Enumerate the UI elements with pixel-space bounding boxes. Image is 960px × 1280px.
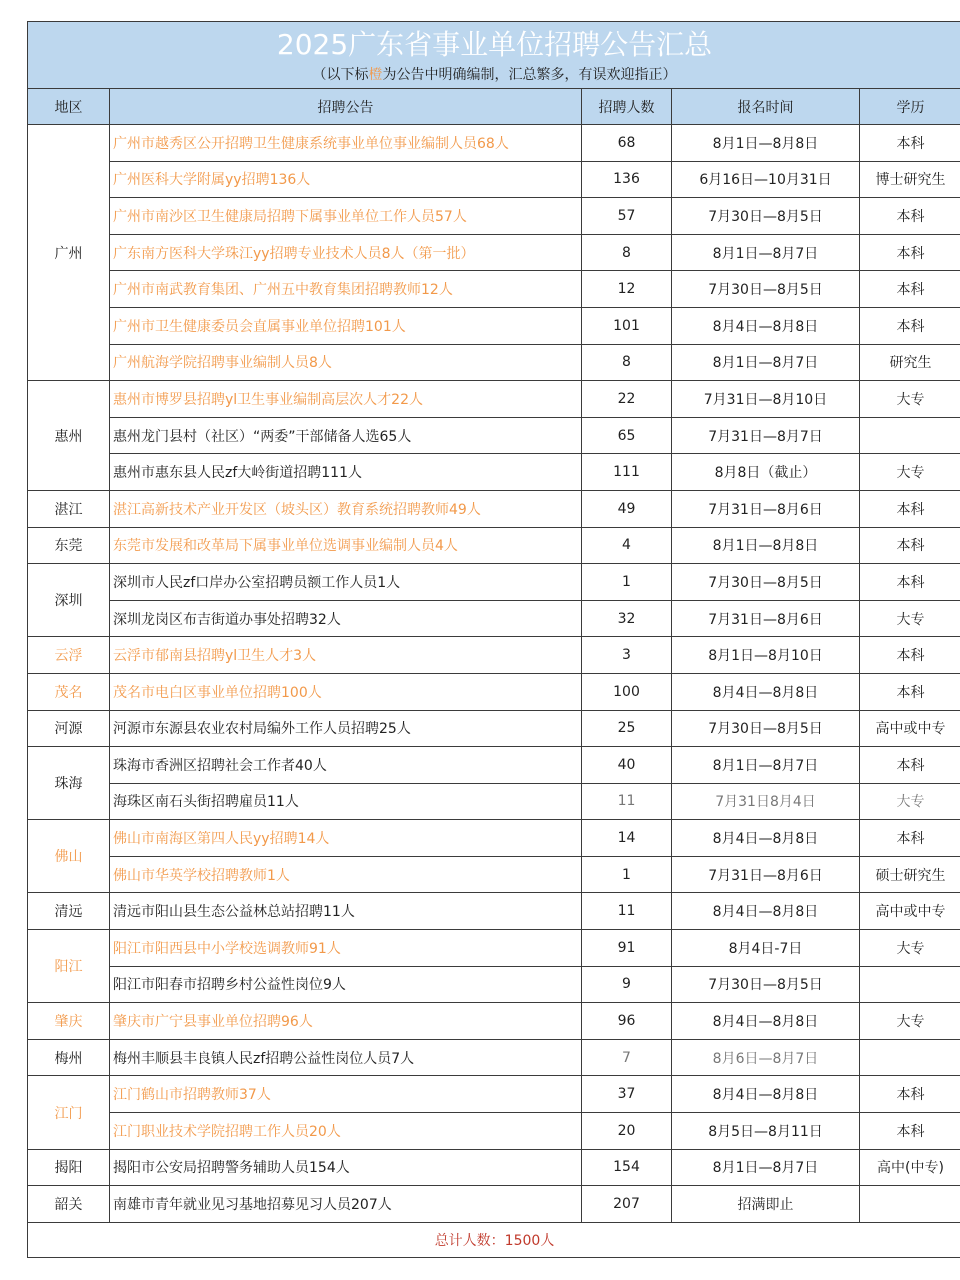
region-cell: 梅州: [28, 1039, 110, 1076]
header-period: 报名时间: [672, 89, 860, 125]
table-row: [28, 198, 960, 235]
table-row: [28, 1149, 960, 1186]
subtitle-after: 为公告中明确编制，汇总繁多，有误欢迎指正）: [382, 67, 677, 83]
table-row: [28, 234, 960, 271]
subtitle-before: （以下标: [312, 67, 369, 83]
period-cell: 7月30日—8月5日: [672, 198, 860, 235]
education-cell: 本科: [860, 490, 960, 527]
table-row: [28, 125, 960, 162]
count-cell: 65: [582, 417, 672, 454]
period-cell: 7月30日—8月5日: [672, 271, 860, 308]
period-cell: 8月4日—8月8日: [672, 1076, 860, 1113]
region-cell: 阳江: [28, 930, 110, 1003]
education-cell: 本科: [860, 673, 960, 710]
education-cell: 大专: [860, 381, 960, 418]
education-cell: 大专: [860, 930, 960, 967]
table-row: [28, 1113, 960, 1150]
region-cell: 江门: [28, 1076, 110, 1149]
education-cell: 本科: [860, 527, 960, 564]
count-cell: 20: [582, 1113, 672, 1150]
announcement-cell: 江门鹤山市招聘教师37人: [110, 1076, 582, 1113]
table-row: [28, 344, 960, 381]
education-cell: 本科: [860, 564, 960, 601]
announcement-cell: 梅州丰顺县丰良镇人民zf招聘公益性岗位人员7人: [110, 1039, 582, 1076]
announcement-cell: 广州市南沙区卫生健康局招聘下属事业单位工作人员57人: [110, 198, 582, 235]
announcement-cell: 珠海市香洲区招聘社会工作者40人: [110, 747, 582, 784]
education-cell: 博士研究生: [860, 161, 960, 198]
education-cell: 大专: [860, 1003, 960, 1040]
period-cell: 7月30日—8月5日: [672, 710, 860, 747]
period-cell: 8月4日—8月8日: [672, 307, 860, 344]
period-cell: 8月1日—8月7日: [672, 234, 860, 271]
count-cell: 207: [582, 1186, 672, 1223]
announcement-cell: 江门职业技术学院招聘工作人员20人: [110, 1113, 582, 1150]
region-cell: 揭阳: [28, 1149, 110, 1186]
table-row: [28, 527, 960, 564]
table-row: [28, 161, 960, 198]
period-cell: 招满即止: [672, 1186, 860, 1223]
period-cell: 8月4日-7日: [672, 930, 860, 967]
region-cell: 珠海: [28, 747, 110, 820]
count-cell: 136: [582, 161, 672, 198]
announcement-cell: 湛江高新技术产业开发区（坡头区）教育系统招聘教师49人: [110, 490, 582, 527]
table-row: [28, 271, 960, 308]
table-row: [28, 1076, 960, 1113]
count-cell: 8: [582, 234, 672, 271]
region-cell: 韶关: [28, 1186, 110, 1223]
education-cell: 本科: [860, 1113, 960, 1150]
table-row: [28, 564, 960, 601]
count-cell: 91: [582, 930, 672, 967]
announcement-cell: 广州医科大学附属yy招聘136人: [110, 161, 582, 198]
education-cell: 本科: [860, 820, 960, 857]
region-cell: 茂名: [28, 673, 110, 710]
count-cell: 22: [582, 381, 672, 418]
period-cell: 6月16日—10月31日: [672, 161, 860, 198]
education-cell: 本科: [860, 234, 960, 271]
table-body: [28, 125, 960, 1223]
period-cell: 7月31日—8月7日: [672, 417, 860, 454]
table-row: [28, 637, 960, 674]
education-cell: 大专: [860, 600, 960, 637]
table-row: [28, 710, 960, 747]
announcement-cell: 佛山市华英学校招聘教师1人: [110, 856, 582, 893]
table-row: [28, 893, 960, 930]
count-cell: 25: [582, 710, 672, 747]
count-cell: 101: [582, 307, 672, 344]
table-row: [28, 783, 960, 820]
region-cell: 佛山: [28, 820, 110, 893]
table-row: [28, 490, 960, 527]
page-title: 2025广东省事业单位招聘公告汇总: [276, 28, 713, 61]
announcement-cell: 云浮市郁南县招聘yl卫生人才3人: [110, 637, 582, 674]
announcement-cell: 惠州龙门县村（社区）“两委”干部储备人选65人: [110, 417, 582, 454]
announcement-cell: 河源市东源县农业农村局编外工作人员招聘25人: [110, 710, 582, 747]
table-row: [28, 1003, 960, 1040]
announcement-cell: 清远市阳山县生态公益林总站招聘11人: [110, 893, 582, 930]
region-cell: 广州: [28, 125, 110, 381]
count-cell: 11: [582, 783, 672, 820]
announcement-cell: 广州市越秀区公开招聘卫生健康系统事业单位事业编制人员68人: [110, 125, 582, 162]
count-cell: 49: [582, 490, 672, 527]
header-announcement: 招聘公告: [110, 89, 582, 125]
period-cell: 7月30日—8月5日: [672, 966, 860, 1003]
announcement-cell: 揭阳市公安局招聘警务辅助人员154人: [110, 1149, 582, 1186]
region-cell: 河源: [28, 710, 110, 747]
announcement-cell: 惠州市惠东县人民zf大岭街道招聘111人: [110, 454, 582, 491]
education-cell: 硕士研究生: [860, 856, 960, 893]
header-region: 地区: [28, 89, 110, 125]
education-cell: 高中(中专): [860, 1149, 960, 1186]
education-cell: 研究生: [860, 344, 960, 381]
period-cell: 8月1日—8月7日: [672, 1149, 860, 1186]
count-cell: 154: [582, 1149, 672, 1186]
education-cell: [860, 417, 960, 454]
education-cell: [860, 1186, 960, 1223]
education-cell: 本科: [860, 125, 960, 162]
table-row: [28, 747, 960, 784]
announcement-cell: 广州航海学院招聘事业编制人员8人: [110, 344, 582, 381]
total-count: 总计人数：1500人: [28, 1222, 960, 1257]
education-cell: 本科: [860, 1076, 960, 1113]
region-cell: 惠州: [28, 381, 110, 491]
region-cell: 东莞: [28, 527, 110, 564]
table-row: [28, 856, 960, 893]
region-cell: 清远: [28, 893, 110, 930]
table-row: [28, 930, 960, 967]
education-cell: 本科: [860, 198, 960, 235]
announcement-cell: 肇庆市广宁县事业单位招聘96人: [110, 1003, 582, 1040]
announcement-cell: 佛山市南海区第四人民yy招聘14人: [110, 820, 582, 857]
table-row: [28, 966, 960, 1003]
count-cell: 1: [582, 856, 672, 893]
announcement-cell: 惠州市博罗县招聘yl卫生事业编制高层次人才22人: [110, 381, 582, 418]
count-cell: 1: [582, 564, 672, 601]
count-cell: 37: [582, 1076, 672, 1113]
region-cell: 肇庆: [28, 1003, 110, 1040]
count-cell: 100: [582, 673, 672, 710]
period-cell: 8月4日—8月8日: [672, 673, 860, 710]
education-cell: 大专: [860, 783, 960, 820]
period-cell: 8月5日—8月11日: [672, 1113, 860, 1150]
period-cell: 8月4日—8月8日: [672, 1003, 860, 1040]
period-cell: 7月31日—8月6日: [672, 856, 860, 893]
table-row: [28, 381, 960, 418]
header-education: 学历: [860, 89, 960, 125]
count-cell: 96: [582, 1003, 672, 1040]
table-row: [28, 417, 960, 454]
table-row: [28, 307, 960, 344]
announcement-cell: 茂名市电白区事业单位招聘100人: [110, 673, 582, 710]
education-cell: 高中或中专: [860, 893, 960, 930]
period-cell: 7月31日—8月6日: [672, 600, 860, 637]
announcement-cell: 广州市南武教育集团、广州五中教育集团招聘教师12人: [110, 271, 582, 308]
table-row: [28, 600, 960, 637]
region-cell: 云浮: [28, 637, 110, 674]
title-banner: [28, 22, 960, 89]
recruitment-summary-table: [27, 21, 960, 1258]
count-cell: 40: [582, 747, 672, 784]
region-cell: 深圳: [28, 564, 110, 637]
column-header-row: [28, 89, 960, 125]
count-cell: 11: [582, 893, 672, 930]
count-cell: 68: [582, 125, 672, 162]
table-row: [28, 820, 960, 857]
period-cell: 8月4日—8月8日: [672, 820, 860, 857]
period-cell: 8月4日—8月8日: [672, 893, 860, 930]
header-count: 招聘人数: [582, 89, 672, 125]
period-cell: 8月8日（截止）: [672, 454, 860, 491]
education-cell: 本科: [860, 747, 960, 784]
announcement-cell: 海珠区南石头街招聘雇员11人: [110, 783, 582, 820]
subtitle-highlight: 橙: [368, 67, 383, 83]
table-row: [28, 1186, 960, 1223]
period-cell: 8月1日—8月8日: [672, 527, 860, 564]
subtitle-note: [28, 65, 960, 85]
period-cell: 7月31日—8月6日: [672, 490, 860, 527]
table-row: [28, 1039, 960, 1076]
education-cell: [860, 1039, 960, 1076]
announcement-cell: 阳江市阳春市招聘乡村公益性岗位9人: [110, 966, 582, 1003]
count-cell: 8: [582, 344, 672, 381]
table-row: [28, 454, 960, 491]
period-cell: 8月1日—8月7日: [672, 747, 860, 784]
period-cell: 8月6日—8月7日: [672, 1039, 860, 1076]
announcement-cell: 南雄市青年就业见习基地招募见习人员207人: [110, 1186, 582, 1223]
period-cell: 8月1日—8月7日: [672, 344, 860, 381]
count-cell: 57: [582, 198, 672, 235]
education-cell: 本科: [860, 307, 960, 344]
count-cell: 32: [582, 600, 672, 637]
count-cell: 7: [582, 1039, 672, 1076]
announcement-cell: 广东南方医科大学珠江yy招聘专业技术人员8人（第一批）: [110, 234, 582, 271]
education-cell: [860, 966, 960, 1003]
period-cell: 8月1日—8月8日: [672, 125, 860, 162]
education-cell: 本科: [860, 271, 960, 308]
education-cell: 本科: [860, 637, 960, 674]
period-cell: 7月30日—8月5日: [672, 564, 860, 601]
announcement-cell: 东莞市发展和改革局下属事业单位选调事业编制人员4人: [110, 527, 582, 564]
count-cell: 14: [582, 820, 672, 857]
announcement-cell: 阳江市阳西县中小学校选调教师91人: [110, 930, 582, 967]
announcement-cell: 深圳市人民zf口岸办公室招聘员额工作人员1人: [110, 564, 582, 601]
count-cell: 12: [582, 271, 672, 308]
education-cell: 高中或中专: [860, 710, 960, 747]
region-cell: 湛江: [28, 490, 110, 527]
period-cell: 7月31日8月4日: [672, 783, 860, 820]
count-cell: 111: [582, 454, 672, 491]
announcement-cell: 深圳龙岗区布吉街道办事处招聘32人: [110, 600, 582, 637]
table-row: [28, 673, 960, 710]
count-cell: 4: [582, 527, 672, 564]
total-row: [28, 1222, 960, 1257]
period-cell: 7月31日—8月10日: [672, 381, 860, 418]
education-cell: 大专: [860, 454, 960, 491]
count-cell: 3: [582, 637, 672, 674]
announcement-cell: 广州市卫生健康委员会直属事业单位招聘101人: [110, 307, 582, 344]
count-cell: 9: [582, 966, 672, 1003]
period-cell: 8月1日—8月10日: [672, 637, 860, 674]
